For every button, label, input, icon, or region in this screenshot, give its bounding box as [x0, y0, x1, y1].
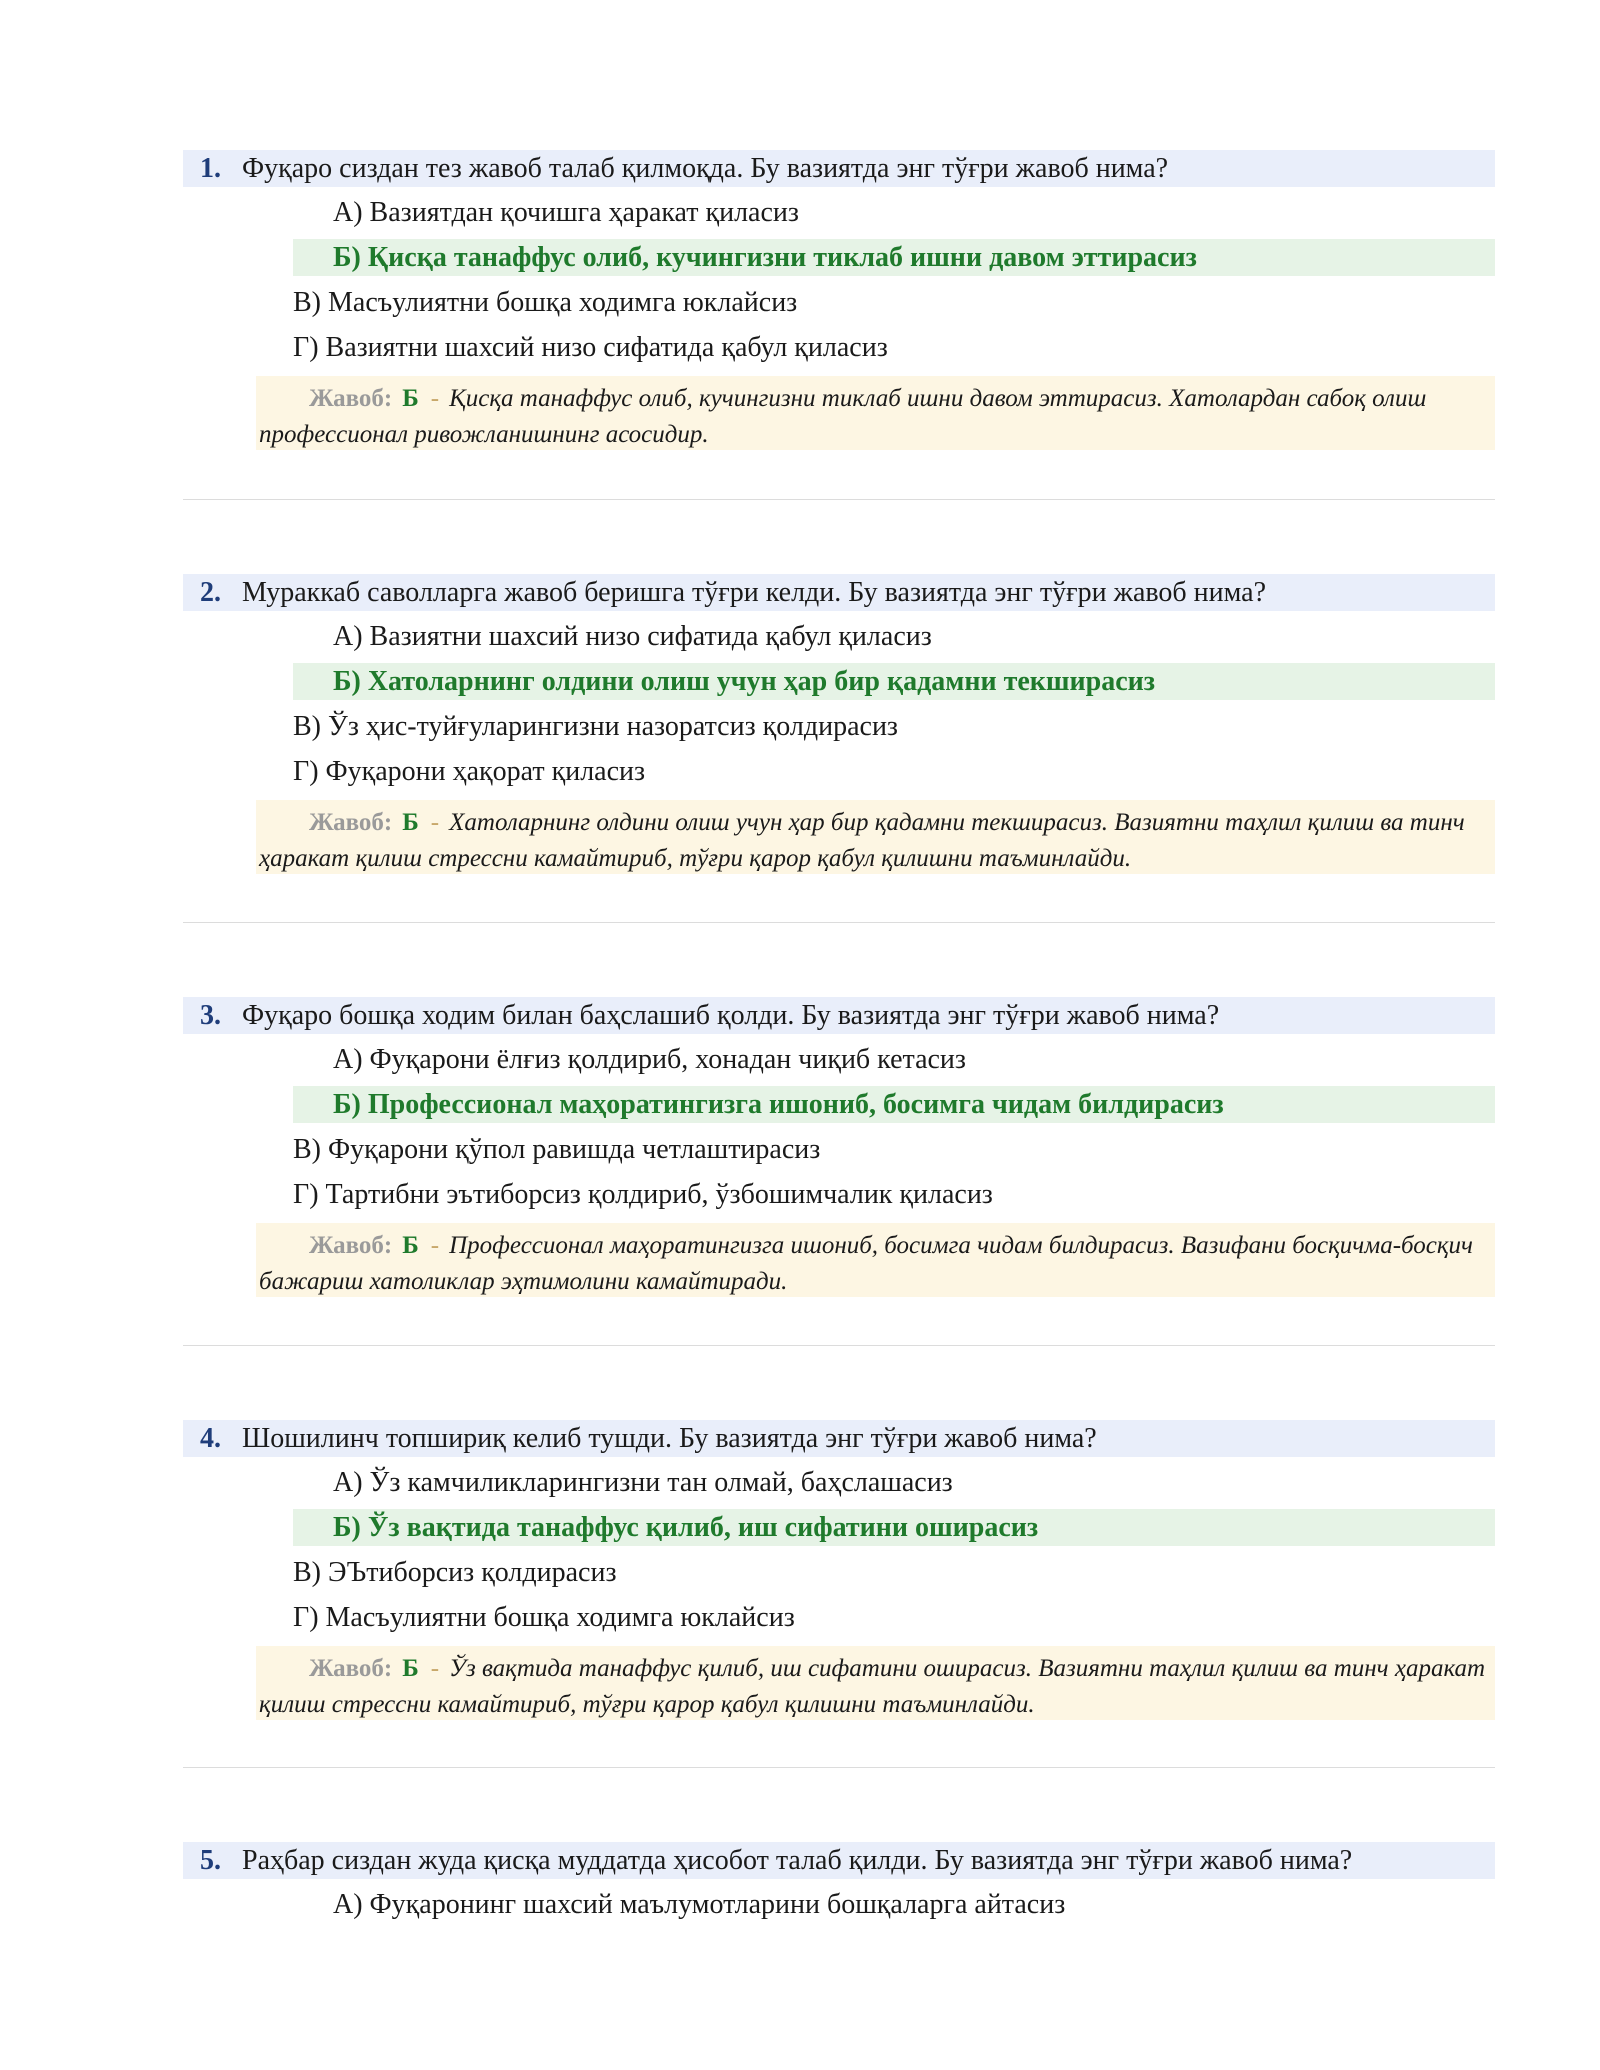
option-a: А) Ўз камчиликларингизни тан олмай, баҳслашасиз [333, 1466, 953, 1498]
answer-dash: - [430, 385, 440, 412]
option-d: Г) Тартибни эътиборсиз қолдириб, ўзбошимчалик қиласиз [293, 1178, 993, 1210]
answer-letter: Б [402, 1232, 419, 1259]
answer-label: Жавоб: [309, 809, 393, 836]
question-header [183, 997, 1495, 1034]
option-b-correct: Б) Профессионал маҳоратингизга ишониб, босимга чидам билдирасиз [293, 1086, 1495, 1123]
question-text: Шошилинч топшириқ келиб тушди. Бу вазиятда энг тўғри жавоб нима? [242, 1422, 1097, 1454]
question-number: 1. [200, 152, 221, 184]
question-number: 5. [200, 1844, 221, 1876]
answer-dash: - [430, 1655, 440, 1682]
answer-label: Жавоб: [309, 385, 393, 412]
option-c: В) ЭЪтиборсиз қолдирасиз [293, 1556, 617, 1588]
answer-label: Жавоб: [309, 1232, 393, 1259]
question-header [183, 574, 1495, 611]
option-d: Г) Масъулиятни бошқа ходимга юклайсиз [293, 1601, 795, 1633]
option-a: А) Вазиятдан қочишга ҳаракат қиласиз [333, 196, 799, 228]
answer-label: Жавоб: [309, 1655, 393, 1682]
question-number: 2. [200, 576, 221, 608]
question-divider [183, 1345, 1495, 1346]
question-text: Фуқаро сиздан тез жавоб талаб қилмоқда. Бу вазиятда энг тўғри жавоб нима? [242, 152, 1169, 184]
option-c: В) Масъулиятни бошқа ходимга юклайсиз [293, 286, 798, 318]
answer-box [256, 1223, 1495, 1297]
question-divider [183, 922, 1495, 923]
answer-letter: Б [402, 809, 419, 836]
option-b-correct: Б) Қисқа танаффус олиб, кучингизни тиклаб ишни давом эттирасиз [293, 239, 1495, 276]
option-d: Г) Вазиятни шахсий низо сифатида қабул қиласиз [293, 331, 888, 363]
question-divider [183, 499, 1495, 500]
answer-dash: - [430, 809, 440, 836]
question-header [183, 1420, 1495, 1457]
question-text: Раҳбар сиздан жуда қисқа муддатда ҳисобот талаб қилди. Бу вазиятда энг тўғри жавоб нима? [242, 1844, 1353, 1876]
answer-letter: Б [402, 385, 419, 412]
answer-explanation: Профессионал маҳоратингизга ишониб, босимга чидам билдирасиз. Вазифани босқичма-босқич бажариш хатоликлар эҳтимолини камайтиради. [259, 1232, 1473, 1295]
option-b-correct: Б) Ўз вақтида танаффус қилиб, иш сифатини оширасиз [293, 1509, 1495, 1546]
answer-letter: Б [402, 1655, 419, 1682]
answer-explanation: Ўз вақтида танаффус қилиб, иш сифатини оширасиз. Вазиятни таҳлил қилиш ва тинч ҳаракат қилиш стрессни камайтириб, тўғри қарор қабул қилишни таъминлайди. [259, 1655, 1486, 1718]
answer-explanation: Қисқа танаффус олиб, кучингизни тиклаб ишни давом эттирасиз. Хатолардан сабоқ олиш профессионал ривожланишнинг асосидир. [259, 385, 1427, 448]
question-text: Фуқаро бошқа ходим билан баҳслашиб қолди. Бу вазиятда энг тўғри жавоб нима? [242, 999, 1220, 1031]
answer-box [256, 1646, 1495, 1720]
question-number: 3. [200, 999, 221, 1031]
option-c: В) Ўз ҳис-туйғуларингизни назоратсиз қолдирасиз [293, 710, 898, 742]
question-text: Мураккаб саволларга жавоб беришга тўғри келди. Бу вазиятда энг тўғри жавоб нима? [242, 576, 1266, 608]
option-a: А) Фуқарони ёлғиз қолдириб, хонадан чиқиб кетасиз [333, 1043, 966, 1075]
question-header [183, 1842, 1495, 1879]
answer-explanation: Хатоларнинг олдини олиш учун ҳар бир қадамни текширасиз. Вазиятни таҳлил қилиш ва тинч ҳаракат қилиш стрессни камайтириб, тўғри қарор қабул қилишни таъминлайди. [259, 809, 1465, 872]
option-b-correct: Б) Хатоларнинг олдини олиш учун ҳар бир қадамни текширасиз [293, 663, 1495, 700]
answer-dash: - [430, 1232, 440, 1259]
option-a: А) Вазиятни шахсий низо сифатида қабул қиласиз [333, 620, 932, 652]
option-c: В) Фуқарони қўпол равишда четлаштирасиз [293, 1133, 821, 1165]
answer-box [256, 376, 1495, 450]
answer-box [256, 800, 1495, 874]
option-a: А) Фуқаронинг шахсий маълумотларини бошқаларга айтасиз [333, 1888, 1066, 1920]
question-divider [183, 1767, 1495, 1768]
question-header [183, 150, 1495, 187]
question-number: 4. [200, 1422, 221, 1454]
option-d: Г) Фуқарони ҳақорат қиласиз [293, 755, 646, 787]
